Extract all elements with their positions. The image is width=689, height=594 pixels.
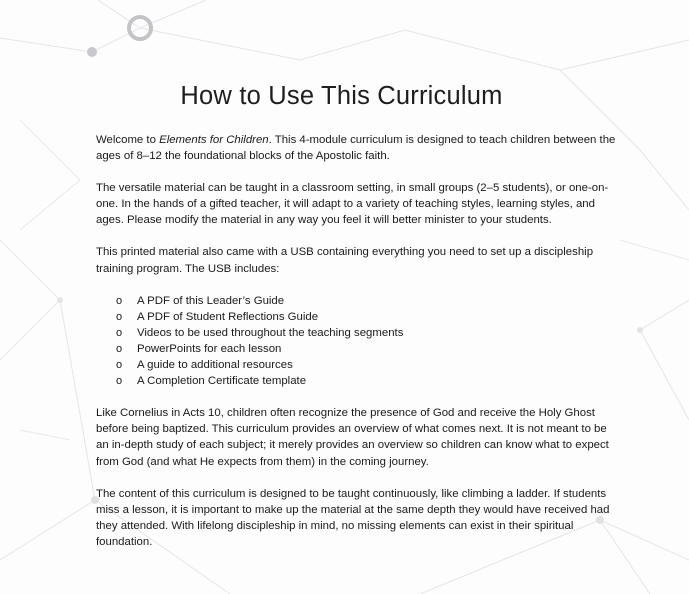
bullet-icon: o xyxy=(116,310,123,323)
versatility-paragraph: The versatile material can be taught in a classroom setting, in small groups (2–5 students), or one-on-one. In the hands of a gifted teacher, it will adapt to a variety of teaching styles, learning styles, and ages. Please modify the material in any way you feel it will better minister to your students. xyxy=(96,182,609,227)
list-item-text: A PDF of Student Reflections Guide xyxy=(137,310,319,323)
list-item xyxy=(96,309,616,325)
list-item xyxy=(96,325,616,341)
list-item-text: PowerPoints for each lesson xyxy=(137,342,282,355)
list-item-text: A guide to additional resources xyxy=(137,359,293,372)
document-body xyxy=(96,132,616,566)
list-item xyxy=(96,293,616,309)
bullet-icon: o xyxy=(116,326,123,339)
page-title: How to Use This Curriculum xyxy=(180,82,503,110)
intro-text-pre: Welcome to xyxy=(96,134,160,146)
bullet-icon: o xyxy=(116,375,123,388)
cornelius-paragraph: Like Cornelius in Acts 10, children often recognize the presence of God and receive the Holy Ghost before being baptized. This curriculum provides an overview of what comes next. It is not meant to be an in-depth study of each subject; it merely provides an overview so children can know what to expect from God (and what He expects from them) in the coming journey. xyxy=(96,407,609,468)
bullet-icon: o xyxy=(116,294,123,307)
list-item xyxy=(96,357,616,373)
usb-intro-paragraph: This printed material also came with a USB containing everything you need to set up a discipleship training program. The USB includes: xyxy=(96,246,594,275)
intro-text-post: . This 4-module curriculum is designed to teach children between the ages of 8–12 the foundational blocks of the Apostolic faith. xyxy=(96,134,616,163)
list-item-text: Videos to be used throughout the teaching segments xyxy=(137,326,404,339)
usb-contents-list xyxy=(96,293,616,390)
list-item xyxy=(96,341,616,357)
curriculum-title-emphasis: Elements for Children xyxy=(159,134,269,146)
bullet-icon: o xyxy=(116,359,123,372)
list-item-text: A PDF of this Leader’s Guide xyxy=(137,294,285,307)
intro-paragraph xyxy=(96,132,616,164)
bullet-icon: o xyxy=(116,342,123,355)
list-item xyxy=(96,373,616,389)
list-item-text: A Completion Certificate template xyxy=(137,375,307,388)
continuity-paragraph: The content of this curriculum is designed to be taught continuously, like climbing a ladder. If students miss a lesson, it is important to make up the material at the same depth they would have received had they attended. With lifelong discipleship in mind, no missing elements can exist in their spiritual foundation. xyxy=(96,487,610,548)
